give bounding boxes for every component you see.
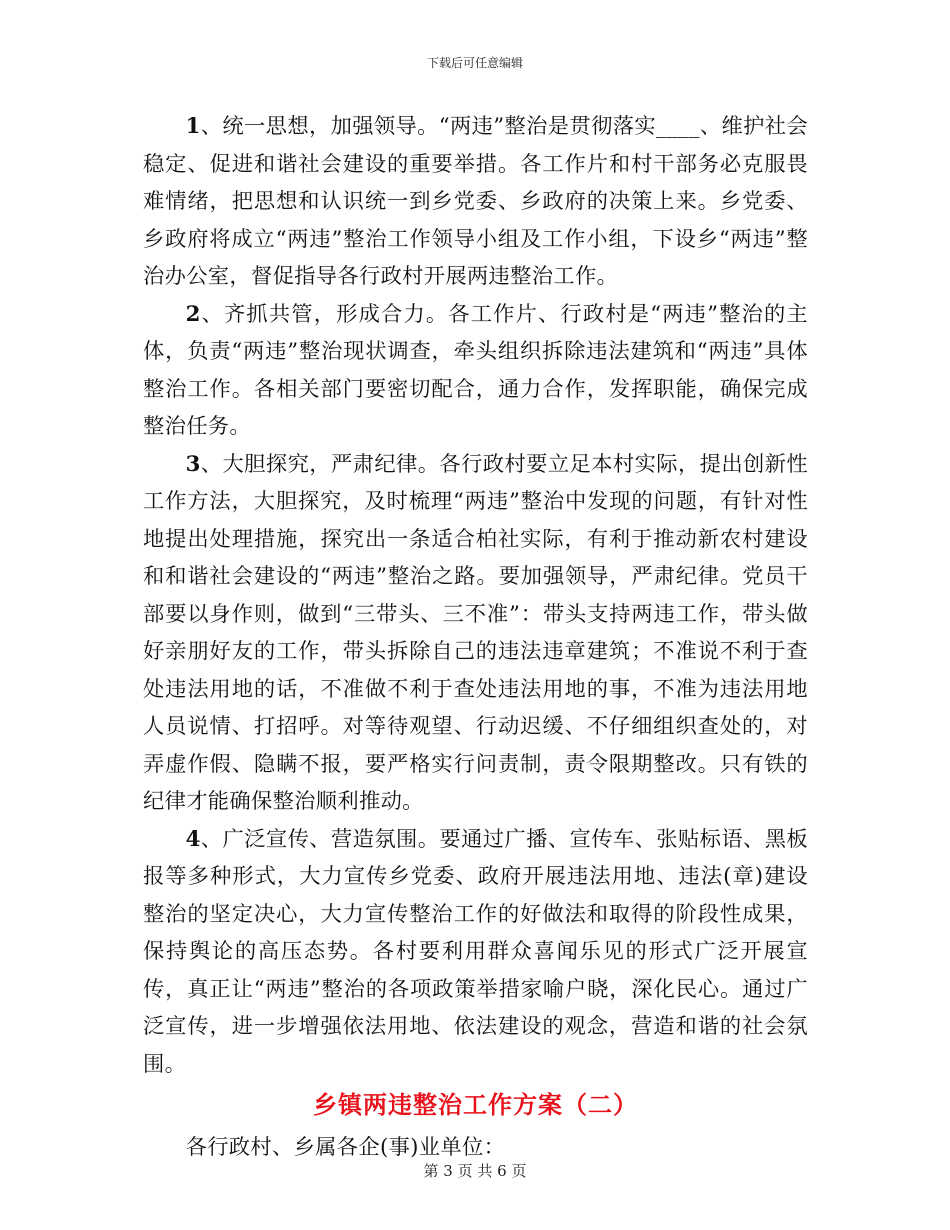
paragraph-2 bbox=[143, 296, 808, 446]
page-footer: 第 3 页 共 6 页 bbox=[423, 1162, 527, 1180]
page-header: 下载后可任意编辑 bbox=[426, 56, 523, 70]
paragraph-number: 2 bbox=[185, 301, 201, 327]
paragraph-3 bbox=[143, 446, 808, 821]
paragraph-number: 4 bbox=[185, 826, 201, 852]
paragraph-text: 、统一思想，加强领导。“两违”整治是贯彻落实____、维护社会稳定、促进和谐社会建设的重要举措。各工作片和村干部务必克服畏难情绪，把思想和认识统一到乡党委、乡政府的决策上来。乡党委、乡政府将成立“两违”整治工作领导小组及工作小组，下设乡“两违”整治办公室，督促指导各行政村开展两违整治工作。 bbox=[143, 114, 808, 289]
paragraph-text: 、大胆探究，严肃纪律。各行政村要立足本村实际，提出创新性工作方法，大胆探究，及时梳理“两违”整治中发现的问题，有针对性地提出处理措施，探究出一条适合柏社实际，有利于推动新农村建设和和谐社会建设的“两违”整治之路。要加强领导，严肃纪律。党员干部要以身作则，做到“三带头、三不准”：带头支持两违工作，带头做好亲朋好友的工作，带头拆除自己的违法违章建筑；不准说不利于查处违法用地的话，不准做不利于查处违法用地的事，不准为违法用地人员说情、打招呼。对等待观望、行动迟缓、不仔细组织查处的，对弄虚作假、隐瞒不报，要严格实行问责制，责令限期整改。只有铁的纪律才能确保整治顺利推动。 bbox=[143, 451, 808, 814]
paragraph-text: 、齐抓共管，形成合力。各工作片、行政村是“两违”整治的主体，负责“两违”整治现状调查，牵头组织拆除违法建筑和“两违”具体整治工作。各相关部门要密切配合，通力合作，发挥职能，确保完成整治任务。 bbox=[143, 301, 808, 439]
paragraph-number: 3 bbox=[185, 451, 201, 477]
paragraph-number: 1 bbox=[185, 114, 201, 139]
salutation: 各行政村、乡属各企(事)业单位： bbox=[185, 1135, 506, 1160]
document-body bbox=[143, 108, 808, 1167]
paragraph-text: 、广泛宣传、营造氛围。要通过广播、宣传车、张贴标语、黑板报等多种形式，大力宣传乡党委、政府开展违法用地、违法(章)建设整治的坚定决心，大力宣传整治工作的好做法和取得的阶段性成果，保持舆论的高压态势。各村要利用群众喜闻乐见的形式广泛开展宣传，真正让“两违”整治的各项政策举措家喻户晓，深化民心。通过广泛宣传，进一步增强依法用地、依法建设的观念，营造和谐的社会氛围。 bbox=[143, 826, 808, 1077]
paragraph-1 bbox=[143, 108, 808, 296]
section-title: 乡镇两违整治工作方案（二） bbox=[313, 1090, 638, 1119]
paragraph-4 bbox=[143, 821, 808, 1084]
